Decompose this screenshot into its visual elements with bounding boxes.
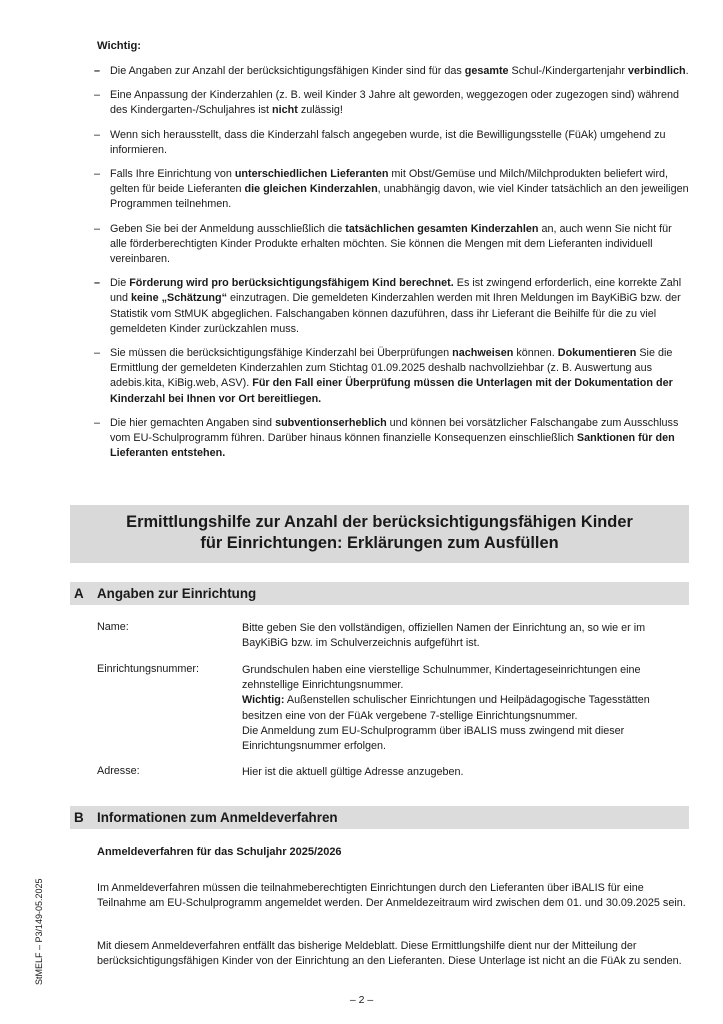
bullet-item <box>94 276 690 337</box>
section-a-header <box>70 582 689 605</box>
bullet-item <box>94 346 690 407</box>
section-b-paragraph-2: Mit diesem Anmeldeverfahren entfällt das bisherige Meldeblatt. Diese Ermittlungshilfe dient nur der Mitteilung der berücksichtigungsfähigen Kinder von der Einrichtung an den Lieferanten. Diese Unterlage ist nicht an die FüAk zu senden. <box>97 940 682 968</box>
bullet-item <box>94 222 690 268</box>
section-b-paragraph-1: Im Anmeldeverfahren müssen die teilnahmeberechtigten Einrichtungen durch den Lieferanten über iBALIS für eine Teilnahme am EU-Schulprogramm angemeldet werden. Der Anmeldezeitraum wird zwischen dem 01. und 30.09.2025 sein. <box>97 882 686 910</box>
text-segment: Geben Sie bei der Anmeldung ausschließlich die <box>110 222 346 235</box>
field-label-name: Name: <box>97 621 129 633</box>
title-banner <box>70 505 689 563</box>
text-segment: . <box>685 65 689 77</box>
text-segment: Grundschulen haben eine vierstellige Schulnummer, Kindertageseinrichtungen eine zehnstellige Einrichtungsnummer. <box>242 664 641 692</box>
text-segment: Die Anmeldung zum EU-Schulprogramm über iBALIS muss zwingend mit dieser Einrichtungsnummer erfolgen. <box>242 724 625 753</box>
text-segment: Die <box>110 277 130 290</box>
text-segment: Die Angaben zur Anzahl der berücksichtigungsfähigen Kinder sind für das <box>110 65 465 77</box>
bullet-dash: – <box>94 277 101 290</box>
field-label-adresse: Adresse: <box>97 765 140 777</box>
bold-text-segment: verbindlich <box>627 65 686 77</box>
section-b-title: Informationen zum Anmeldeverfahren <box>97 810 338 825</box>
text-segment: können. <box>513 347 558 360</box>
bold-text-segment: Dokumentieren <box>557 347 637 360</box>
bold-text-segment: nicht <box>272 104 298 117</box>
text-segment: Schul-/Kindergartenjahr <box>508 65 628 77</box>
bold-text-segment: Förderung wird pro berücksichtigungsfähigem Kind berechnet. <box>129 277 454 290</box>
bold-text-segment: tatsächlichen gesamten Kinderzahlen <box>345 222 539 235</box>
page-number: – 2 – <box>349 994 374 1006</box>
text-segment: Die hier gemachten Angaben sind <box>110 416 276 429</box>
banner-title-line-1: Ermittlungshilfe zur Anzahl der berücksichtigungsfähigen Kinder <box>126 513 633 531</box>
bullet-item <box>94 416 690 462</box>
text-segment: einzutragen. Die gemeldeten Kinderzahlen werden mit Ihren Meldungen im BayKiBiG bzw. der Statistik vom StMUK abgeglichen. Falschangaben können dazuführen, dass ihr Lieferant die Beihilfe für die zu viel gemeldeten Kinder zurückzahlen muss. <box>110 292 681 335</box>
bullet-item <box>94 167 690 213</box>
text-segment: Wenn sich herausstellt, dass die Kinderzahl falsch angegeben wurde, ist die Bewilligungsstelle (FüAk) umgehend zu informieren. <box>110 128 666 156</box>
text-segment: , unabhängig davon, wie viel Kinder tatsächlich an den jeweiligen Programmen teilnehmen. <box>110 183 689 211</box>
text-segment: Hier ist die aktuell gültige Adresse anzugeben. <box>242 766 464 778</box>
text-segment: Eine Anpassung der Kinderzahlen (z. B. weil Kinder 3 Jahre alt geworden, weggezogen oder zugezogen sind) während des Kindergarten-/Schuljahres ist <box>110 89 679 117</box>
section-a-letter: A <box>74 586 84 601</box>
field-desc-adresse <box>242 765 692 780</box>
bullet-item <box>94 128 690 158</box>
bullet-dash: – <box>94 128 101 141</box>
bullet-dash: – <box>94 416 101 429</box>
bullet-item <box>94 64 690 79</box>
text-segment: Es ist zwingend erforderlich, eine korrekte Zahl und <box>110 277 682 305</box>
bold-text-segment: subventionserheblich <box>275 416 387 429</box>
bullet-dash: – <box>94 222 101 235</box>
text-segment: Falls Ihre Einrichtung von <box>110 168 235 181</box>
bold-text-segment: nachweisen <box>452 347 514 360</box>
bullet-dash: – <box>94 65 101 77</box>
section-a-title: Angaben zur Einrichtung <box>97 586 257 601</box>
bold-text-segment: die gleichen Kinderzahlen <box>244 183 378 196</box>
section-b-subheading: Anmeldeverfahren für das Schuljahr 2025/2026 <box>97 846 342 858</box>
bold-text-segment: Für den Fall einer Überprüfung müssen die Unterlagen mit der Dokumentation der Kinderzahl bei Ihnen vor Ort bereitliegen. <box>110 377 673 405</box>
text-segment: und können bei vorsätzlicher Falschangabe zum Ausschluss vom EU-Schulprogramm führen. Darüber hinaus können finanzielle Konsequenzen einschließlich <box>110 416 679 445</box>
bold-text-segment: Wichtig: <box>242 694 285 707</box>
important-heading: Wichtig: <box>97 40 142 52</box>
text-segment: mit Obst/Gemüse und Milch/Milchprodukten beliefert wird, gelten für beide Lieferanten <box>110 168 669 196</box>
text-segment: Bitte geben Sie den vollständigen, offiziellen Namen der Einrichtung an, so wie er im BayKiBiG bzw. im Schulverzeichnis aufgeführt ist. <box>242 622 646 650</box>
bullet-dash: – <box>94 347 101 360</box>
bold-text-segment: Sanktionen für den Lieferanten entstehen. <box>110 432 675 460</box>
text-segment: an, auch wenn Sie nicht für alle förderberechtigten Kinder Produkte erhalten möchten. Sie können die Mengen mit dem Lieferanten individuell vereinbaren. <box>110 222 672 266</box>
text-segment: Außenstellen schulischer Einrichtungen und Heilpädagogische Tagesstätten besitzen eine von der FüAk vergebene 7-stellige Einrichtungsnummer. <box>242 694 650 722</box>
bold-text-segment: gesamte <box>464 65 509 77</box>
text-segment: Sie die Ermittlung der gemeldeten Kinderzahlen zum Stichtag 01.09.2025 deshalb nachvollziehbar (z. B. Auswertung aus adebis.kita, KiBig.web, ASV). <box>110 347 673 390</box>
bold-text-segment: keine „Schätzung“ <box>131 292 228 305</box>
important-bullet-list <box>94 64 690 470</box>
field-label-einrichtungsnummer: Einrichtungsnummer: <box>97 663 200 675</box>
banner-title-line-2: für Einrichtungen: Erklärungen zum Ausfüllen <box>200 534 559 552</box>
text-segment: Sie müssen die berücksichtigungsfähige Kinderzahl bei Überprüfungen <box>110 347 453 360</box>
bullet-dash: – <box>94 168 101 181</box>
bold-text-segment: unterschiedlichen Lieferanten <box>234 168 389 181</box>
section-b-header <box>70 806 689 829</box>
bullet-dash: – <box>94 89 101 102</box>
text-segment: zulässig! <box>297 104 343 117</box>
field-desc-name <box>242 621 692 651</box>
bullet-item <box>94 88 690 118</box>
section-b-letter: B <box>74 810 84 825</box>
side-form-code: StMELF – P3/149-05.2025 <box>34 878 44 985</box>
field-desc-einrichtungsnummer <box>242 663 692 754</box>
